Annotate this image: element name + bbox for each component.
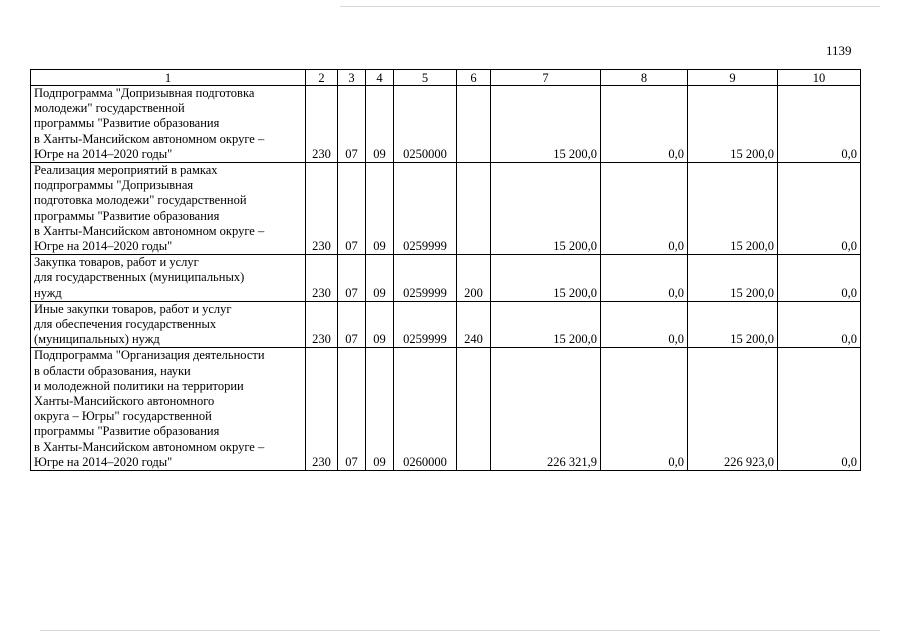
row-name-line: в Ханты-Мансийском автономном округе – <box>34 223 265 238</box>
row-name-line: Подпрограмма "Организация деятельности <box>34 348 265 363</box>
amount-col9-cell: 15 200,0 <box>688 301 778 348</box>
target-article-cell: 0260000 <box>394 348 457 471</box>
target-article-cell: 0259999 <box>394 301 457 348</box>
section-code-cell: 07 <box>338 86 366 163</box>
ministry-code-cell: 230 <box>306 301 338 348</box>
column-header-8: 8 <box>601 70 688 86</box>
subsection-code-cell: 09 <box>366 348 394 471</box>
row-name-line: в Ханты-Мансийском автономном округе – <box>34 131 265 146</box>
row-name-line: для государственных (муниципальных) <box>34 270 245 285</box>
row-name-line: (муниципальных) нужд <box>34 332 160 347</box>
scan-artifact-top <box>340 6 880 7</box>
page-number: 1139 <box>826 43 852 58</box>
row-name-line: нужд <box>34 285 62 300</box>
row-name-cell <box>31 163 306 255</box>
subsection-code-cell: 09 <box>366 163 394 255</box>
amount-col10-cell: 0,0 <box>778 301 861 348</box>
row-name-line: в Ханты-Мансийском автономном округе – <box>34 439 265 454</box>
ministry-code-cell: 230 <box>306 86 338 163</box>
expense-type-cell <box>457 163 491 255</box>
row-name-line: программы "Развитие образования <box>34 424 220 439</box>
amount-col9-cell: 15 200,0 <box>688 163 778 255</box>
amount-col8-cell: 0,0 <box>601 163 688 255</box>
column-header-10: 10 <box>778 70 861 86</box>
row-name-line: Иные закупки товаров, работ и услуг <box>34 301 232 316</box>
amount-col9-cell: 15 200,0 <box>688 86 778 163</box>
target-article-cell: 0259999 <box>394 255 457 302</box>
table-row <box>31 301 861 348</box>
table-row <box>31 163 861 255</box>
section-code-cell: 07 <box>338 255 366 302</box>
table-row <box>31 348 861 471</box>
table-header-row <box>31 70 861 86</box>
amount-col7-cell: 15 200,0 <box>491 255 601 302</box>
amount-col7-cell: 15 200,0 <box>491 163 601 255</box>
row-name-line: Реализация мероприятий в рамках <box>34 163 218 178</box>
row-name-cell <box>31 301 306 348</box>
subsection-code-cell: 09 <box>366 255 394 302</box>
column-header-6: 6 <box>457 70 491 86</box>
target-article-cell: 0250000 <box>394 86 457 163</box>
amount-col10-cell: 0,0 <box>778 255 861 302</box>
amount-col8-cell: 0,0 <box>601 348 688 471</box>
amount-col10-cell: 0,0 <box>778 163 861 255</box>
row-name-line: подпрограммы "Допризывная <box>34 178 194 193</box>
row-name-line: в области образования, науки <box>34 363 191 378</box>
row-name-line: и молодежной политики на территории <box>34 378 244 393</box>
budget-table <box>30 69 861 471</box>
row-name-line: Ханты-Мансийского автономного <box>34 394 215 409</box>
ministry-code-cell: 230 <box>306 255 338 302</box>
column-header-2: 2 <box>306 70 338 86</box>
row-name-cell <box>31 255 306 302</box>
amount-col8-cell: 0,0 <box>601 255 688 302</box>
column-header-9: 9 <box>688 70 778 86</box>
column-header-1: 1 <box>31 70 306 86</box>
column-header-4: 4 <box>366 70 394 86</box>
row-name-line: округа – Югры" государственной <box>34 409 212 424</box>
scan-artifact-bottom <box>40 630 880 631</box>
amount-col9-cell: 15 200,0 <box>688 255 778 302</box>
table-row <box>31 86 861 163</box>
ministry-code-cell: 230 <box>306 163 338 255</box>
row-name-cell <box>31 86 306 163</box>
row-name-line: Закупка товаров, работ и услуг <box>34 255 199 270</box>
amount-col7-cell: 226 321,9 <box>491 348 601 471</box>
row-name-line: молодежи" государственной <box>34 101 185 116</box>
section-code-cell: 07 <box>338 301 366 348</box>
expense-type-cell <box>457 86 491 163</box>
ministry-code-cell: 230 <box>306 348 338 471</box>
row-name-line: программы "Развитие образования <box>34 208 220 223</box>
amount-col7-cell: 15 200,0 <box>491 86 601 163</box>
column-header-3: 3 <box>338 70 366 86</box>
expense-type-cell: 200 <box>457 255 491 302</box>
subsection-code-cell: 09 <box>366 301 394 348</box>
amount-col8-cell: 0,0 <box>601 86 688 163</box>
row-name-cell <box>31 348 306 471</box>
expense-type-cell <box>457 348 491 471</box>
amount-col10-cell: 0,0 <box>778 86 861 163</box>
row-name-line: Югре на 2014–2020 годы" <box>34 239 173 254</box>
amount-col8-cell: 0,0 <box>601 301 688 348</box>
subsection-code-cell: 09 <box>366 86 394 163</box>
expense-type-cell: 240 <box>457 301 491 348</box>
column-header-7: 7 <box>491 70 601 86</box>
row-name-line: Подпрограмма "Допризывная подготовка <box>34 86 255 100</box>
row-name-line: программы "Развитие образования <box>34 116 220 131</box>
target-article-cell: 0259999 <box>394 163 457 255</box>
section-code-cell: 07 <box>338 348 366 471</box>
amount-col9-cell: 226 923,0 <box>688 348 778 471</box>
row-name-line: Югре на 2014–2020 годы" <box>34 146 173 161</box>
row-name-line: для обеспечения государственных <box>34 317 217 332</box>
amount-col10-cell: 0,0 <box>778 348 861 471</box>
column-header-5: 5 <box>394 70 457 86</box>
row-name-line: подготовка молодежи" государственной <box>34 193 247 208</box>
section-code-cell: 07 <box>338 163 366 255</box>
amount-col7-cell: 15 200,0 <box>491 301 601 348</box>
row-name-line: Югре на 2014–2020 годы" <box>34 454 173 469</box>
table-row <box>31 255 861 302</box>
